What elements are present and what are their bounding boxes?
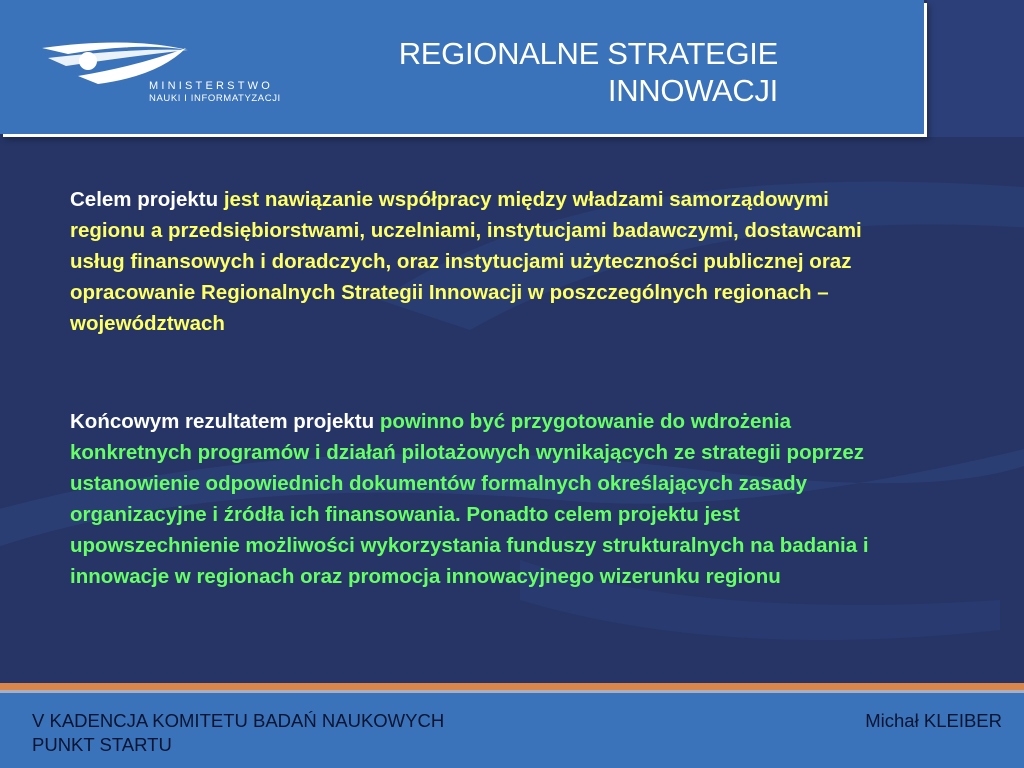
footer-accent-bar <box>0 683 1024 690</box>
footer <box>0 693 1024 768</box>
paragraph2-lead: Końcowym rezultatem projektu <box>70 410 375 433</box>
paragraph1-body: jest nawiązanie współpracy między władzami samorządowymi regionu a przedsiębiorstwami, uczelniami, instytucjami badawczymi, dostawcami usług finansowych i doradczych, oraz instytucjami użyteczności publicznej oraz opracowanie Regionalnych Strategii Innowacji w poszczególnych regionach – województwach <box>70 188 862 335</box>
paragraph2-body: powinno być przygotowanie do wdrożenia konkretnych programów i działań pilotażowych wynikających ze strategii poprzez ustanowienie odpowiednich dokumentów formalnych określających zasady organizacyjne i źródła ich finansowania. Ponadto celem projektu jest upowszechnienie możliwości wykorzystania funduszy strukturalnych na badania i innowacje w regionach oraz promocja innowacyjnego wizerunku regionu <box>70 410 869 588</box>
logo-line1: MINISTERSTWO <box>149 80 273 92</box>
footer-left-line2: PUNKT STARTU <box>32 734 172 755</box>
logo-line2: NAUKI I INFORMATYZACJI <box>149 93 281 104</box>
footer-left-line1: V KADENCJA KOMITETU BADAŃ NAUKOWYCH <box>32 710 445 731</box>
paragraph1-lead: Celem projektu <box>70 188 219 211</box>
header-banner <box>0 0 924 134</box>
logo-text <box>149 80 281 105</box>
paragraph-project-result <box>70 406 890 592</box>
paragraph-project-goal <box>70 184 890 339</box>
slide-title <box>399 35 778 109</box>
footer-left-text <box>32 709 444 757</box>
header-corner <box>927 0 1024 137</box>
title-line1: REGIONALNE STRATEGIE <box>398 36 778 71</box>
footer-author: Michał KLEIBER <box>865 710 1002 731</box>
title-line2: INNOWACJI <box>607 73 778 108</box>
